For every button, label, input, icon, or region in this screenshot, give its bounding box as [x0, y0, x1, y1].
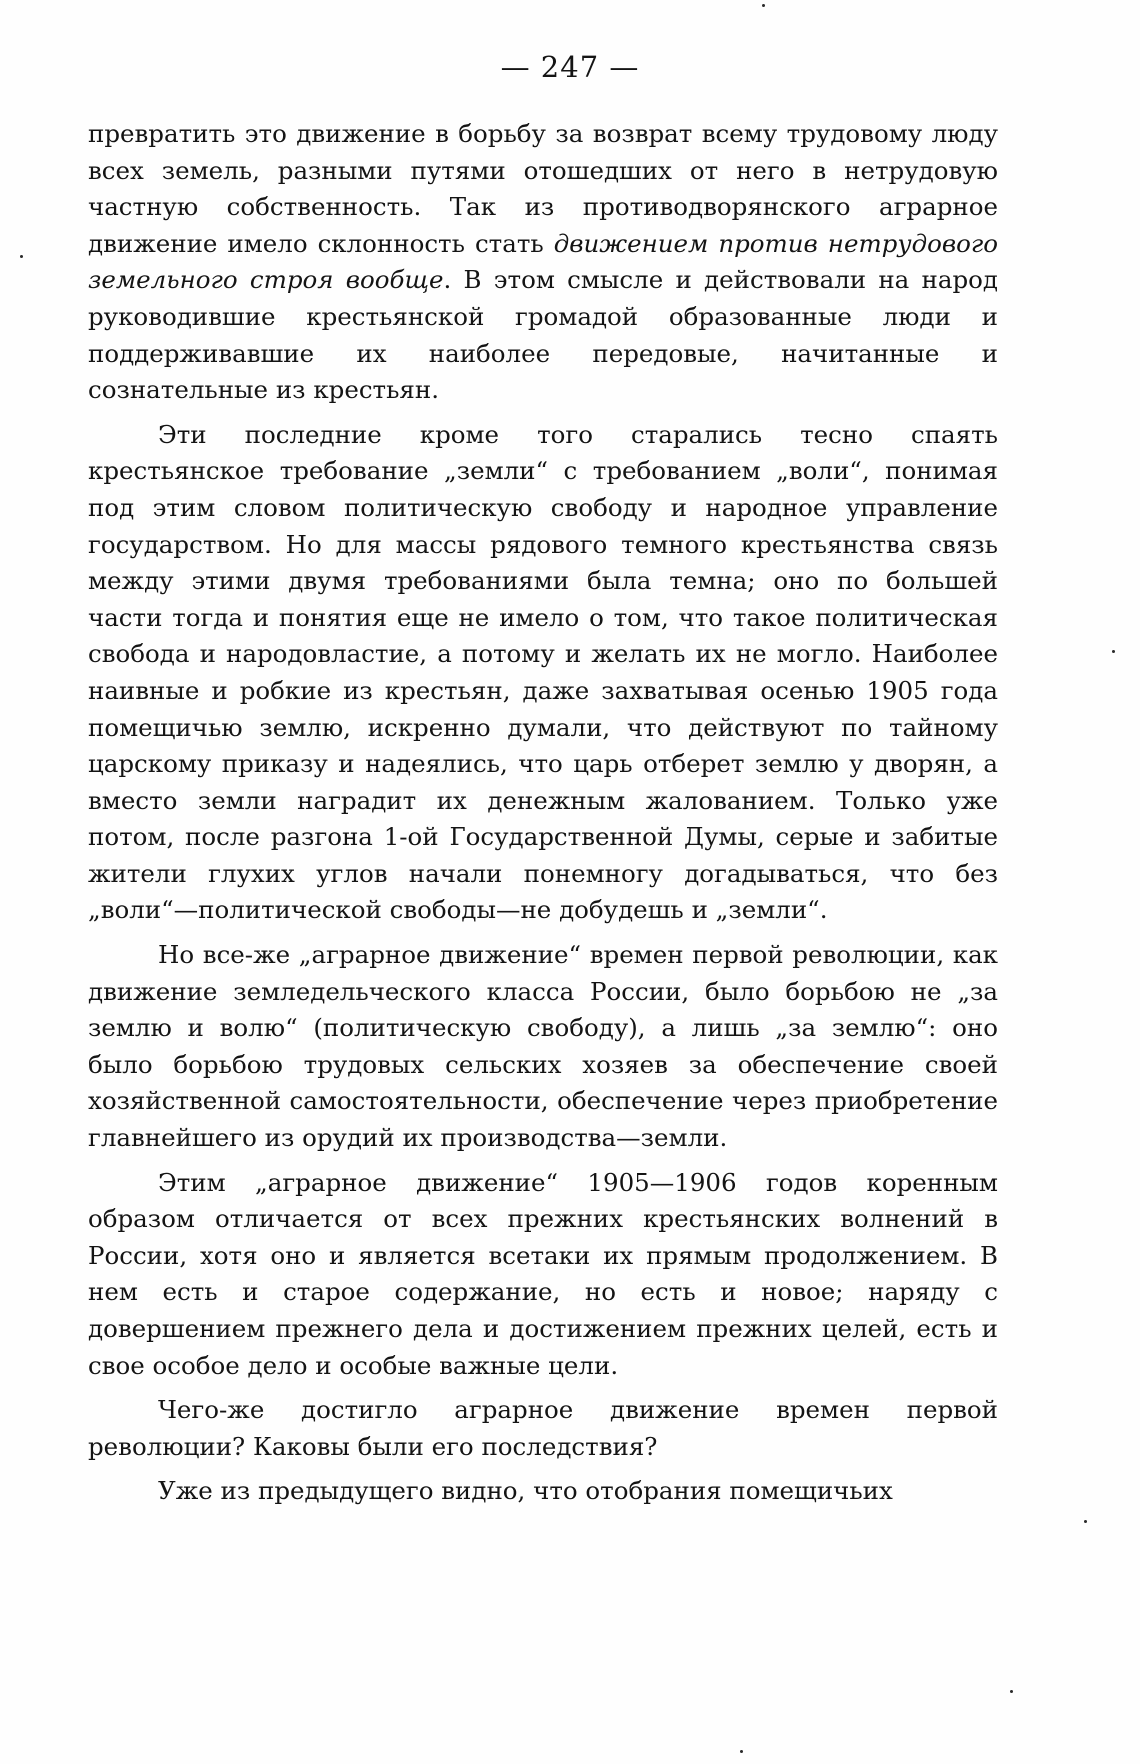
text-run: превратить это движение в борьбу за возврат всему трудовому люду всех земель, разными путями отошедших от него в нетрудовую частную собственность. Так из противодворянского аграрное движение имело склонность стать [88, 119, 998, 258]
scan-speck [762, 4, 765, 7]
scan-speck [740, 1750, 743, 1753]
scan-speck [1084, 1520, 1087, 1523]
paragraph [88, 1473, 998, 1510]
paragraph [88, 417, 998, 929]
text-run: Чего-же достигло аграрное движение времен первой революции? Каковы были его последствия? [88, 1395, 998, 1461]
text-run: . В этом смысле и действовали на народ руководившие крестьянской громадой образованные люди и поддерживавшие их наиболее передовые, начитанные и сознательные из крестьян. [88, 265, 998, 405]
paragraph [88, 1165, 998, 1385]
scan-speck [1112, 650, 1115, 653]
text-run: Эти последние кроме того старались тесно спаять крестьянское требование „земли“ с требованием „воли“, понимая под этим словом политическую свободу и народное управление государством. Но для массы рядового темного крестьянства связь между этими двумя требованиями была темна; оно по большей части тогда и понятия еще не имело о том, что такое политическая свобода и народовластие, а потому и желать их не могло. Наиболее наивные и робкие из крестьян, даже захватывая осенью 1905 года помещичью землю, искренно думали, что действуют по тайному царскому приказу и надеялись, что царь отберет землю у дворян, а вместо земли наградит их денежным жалованием. Только уже потом, после разгона 1-ой Государственной Думы, серые и забитые жители глухих углов начали понемногу догадываться, что без „воли“—политической свободы—не добудешь и „земли“. [88, 419, 998, 925]
scan-speck [20, 255, 23, 258]
paragraph [88, 1392, 998, 1465]
paragraph [88, 937, 998, 1157]
text-run: Этим „аграрное движение“ 1905—1906 годов коренным образом отличается от всех прежних крестьянских волнений в России, хотя оно и является всетаки их прямым продолжением. В нем есть и старое содержание, но есть и новое; наряду с довершением прежнего дела и достижением прежних целей, есть и свое особое дело и особые важные цели. [88, 1167, 998, 1380]
body-text [88, 116, 998, 1510]
text-run: Но все-же „аграрное движение“ времен первой революции, как движение земледельческого класса России, было борьбою не „за землю и волю“ (политическую свободу), а лишь „за землю“: оно было борьбою трудовых сельских хозяев за обеспечение своей хозяйственной самостоятельности, обеспечение через приобретение главнейшего из орудий их производства—земли. [88, 940, 998, 1153]
text-run: Уже из предыдущего видно, что отобрания помещичьих [158, 1476, 893, 1506]
scan-speck [1010, 1690, 1013, 1693]
paragraph [88, 116, 998, 409]
italic-emphasis: движением против нетрудового земельного строя вообще [88, 228, 998, 295]
page-number: — 247 — [500, 50, 640, 84]
